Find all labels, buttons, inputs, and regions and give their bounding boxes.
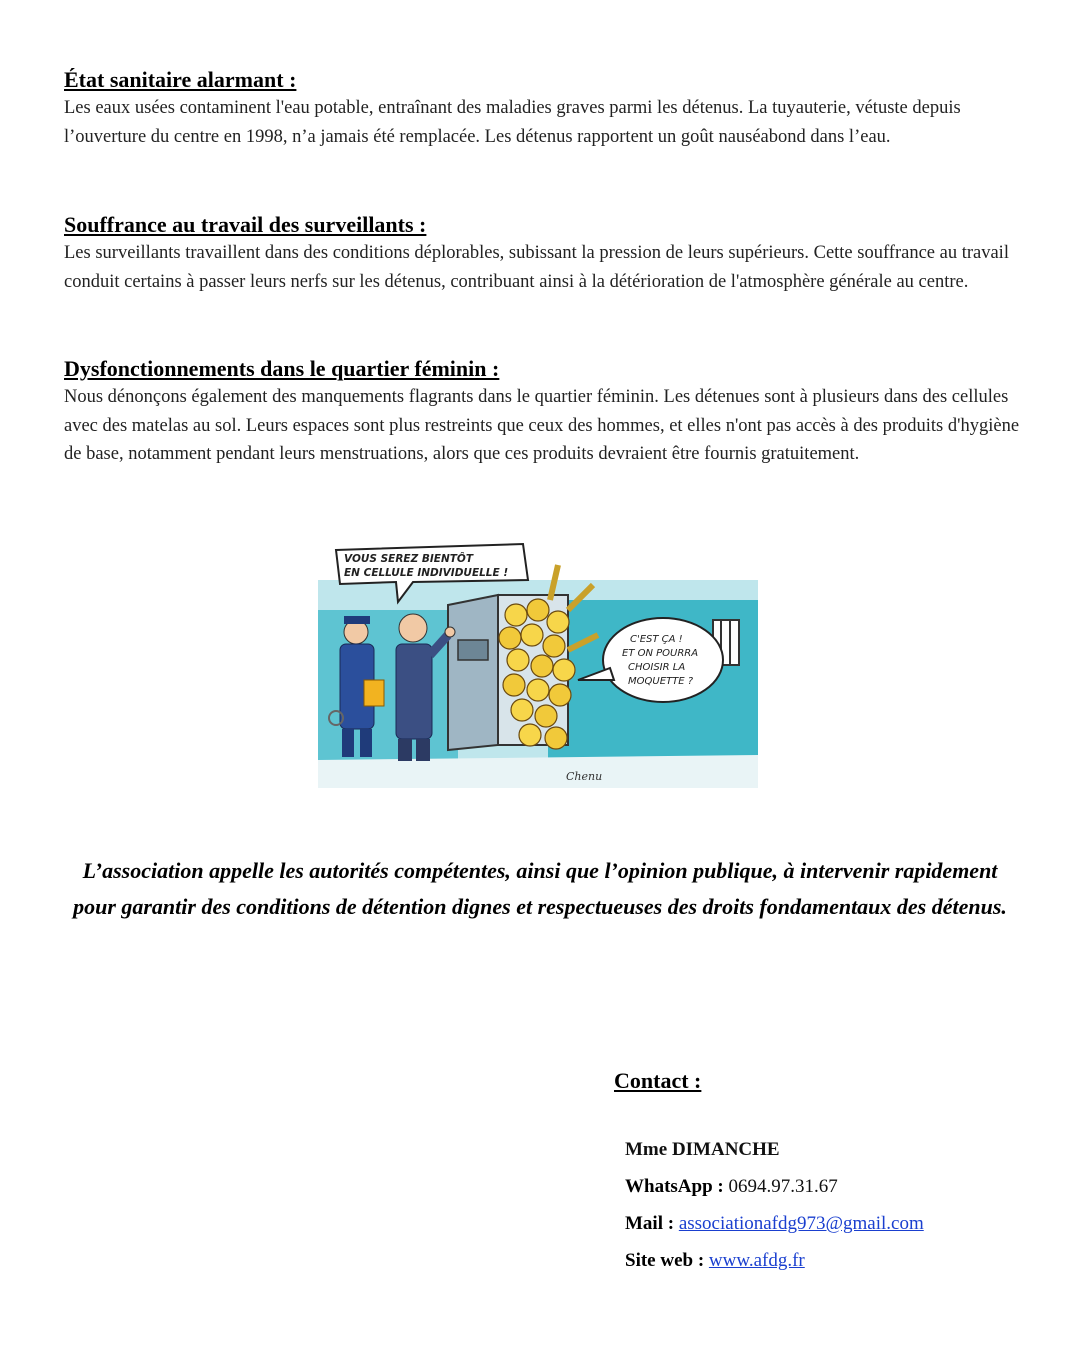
section-body: Les eaux usées contaminent l'eau potable, entraînant des maladies graves parmi les détenus. La tuyauterie, vétuste depuis l’ouverture du centre en 1998, n’a jamais été remplacée. Les détenus rapportent un goût nauséabond dans l’eau. (64, 98, 961, 147)
bubble-left-line: VOUS SEREZ BIENTÔT (344, 553, 473, 565)
contact-name: Mme DIMANCHE (625, 1139, 780, 1160)
prison-cartoon (318, 540, 758, 790)
section-title: État sanitaire alarmant : (64, 67, 297, 92)
bubble-right-line: MOQUETTE ? (628, 676, 694, 687)
section-guards (64, 211, 1024, 296)
contact-web (625, 1248, 805, 1274)
bubble-left-line: EN CELLULE INDIVIDUELLE ! (344, 567, 509, 579)
section-title: Dysfonctionnements dans le quartier féminin : (64, 356, 500, 381)
mail-label: Mail : (625, 1213, 675, 1234)
section-title: Souffrance au travail des surveillants : (64, 212, 427, 237)
web-link[interactable]: www.afdg.fr (708, 1250, 805, 1271)
appeal-statement: L’association appelle les autorités compétentes, ainsi que l’opinion publique, à intervenir rapidement pour garantir des conditions de détention dignes et respectueuses des droits fondamentaux des détenus. (73, 858, 1007, 919)
section-women (64, 355, 1024, 469)
whatsapp-label: WhatsApp : (625, 1176, 724, 1197)
contact-mail (625, 1211, 924, 1237)
section-body: Nous dénonçons également des manquements flagrants dans le quartier féminin. Les détenues sont à plusieurs dans des cellules avec des matelas au sol. Leurs espaces sont plus restreints que ceux des hommes, et elles n'ont pas accès à des produits d'hygiène de base, notamment pendant leurs menstruations, alors que ces produits devraient être fournis gratuitement. (64, 387, 1020, 464)
bubble-right-line: CHOISIR LA (628, 662, 686, 673)
bubble-right-line: ET ON POURRA (622, 648, 699, 659)
section-sanitary (64, 66, 1024, 151)
contact-title: Contact : (614, 1068, 702, 1093)
contact-whatsapp (625, 1174, 838, 1200)
whatsapp-number: 0694.97.31.67 (728, 1176, 838, 1197)
cartoon-signature: Chenu (566, 770, 603, 783)
section-body: Les surveillants travaillent dans des conditions déplorables, subissant la pression de leurs supérieurs. Cette souffrance au travail conduit certains à passer leurs nerfs sur les détenus, contribuant ainsi à la détérioration de l'atmosphère générale au centre. (64, 243, 1009, 292)
mail-link[interactable]: associationafdg973@gmail.com (678, 1213, 924, 1234)
web-label: Site web : (625, 1250, 705, 1271)
bubble-right-line: C'EST ÇA ! (630, 634, 683, 645)
